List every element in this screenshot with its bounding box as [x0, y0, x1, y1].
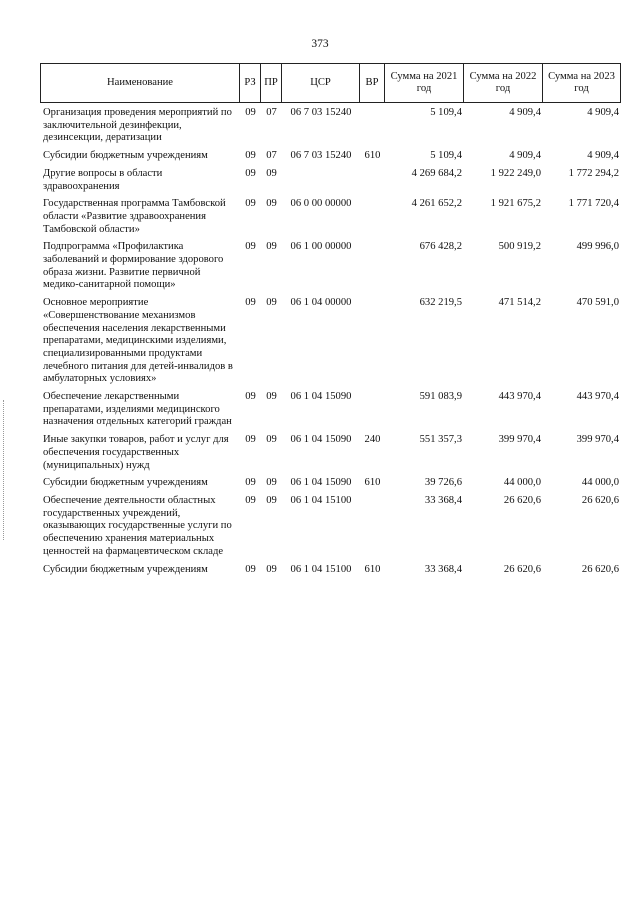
row-vr: 610 [364, 477, 381, 489]
row-name: Основное мероприятие «Совершенствование механизмов обеспечения населения лекарственными препаратами, медицинскими изделиями, специализированными продуктами лечебного питания для детей-инвалидов в амбулаторных условиях» [43, 297, 233, 385]
row-name: Организация проведения мероприятий по заключительной дезинфекции, дезинсекции, дератизации [43, 107, 232, 144]
row-sum-2022: 443 970,4 [498, 391, 541, 403]
row-sum-2021: 33 368,4 [424, 494, 462, 506]
row-name: Субсидии бюджетным учреждениям [43, 477, 208, 489]
table-row [40, 150, 621, 163]
table-row [40, 495, 621, 559]
row-pr: 09 [266, 563, 277, 575]
row-sum-2021: 676 428,2 [419, 241, 462, 253]
row-sum-2023: 26 620,6 [581, 563, 619, 575]
row-csr: 06 0 00 00000 [290, 198, 352, 210]
row-sum-2021: 5 109,4 [430, 107, 462, 118]
row-rz: 09 [245, 391, 256, 403]
row-vr [360, 168, 385, 193]
header-name: Наименование [40, 63, 240, 103]
row-sum-2022: 1 922 249,0 [490, 167, 541, 179]
row-vr [360, 297, 385, 386]
row-sum-2022: 471 514,2 [498, 297, 541, 309]
row-pr: 09 [266, 494, 277, 506]
row-sum-2022: 399 970,4 [498, 434, 541, 446]
row-rz: 09 [245, 198, 256, 210]
row-name: Государственная программа Тамбовской области «Развитие здравоохранения Тамбовской области» [43, 198, 226, 235]
row-sum-2021: 4 269 684,2 [411, 167, 462, 179]
table-row [40, 241, 621, 292]
row-name: Субсидии бюджетным учреждениям [43, 563, 208, 575]
table-row [40, 198, 621, 236]
row-sum-2021: 632 219,5 [419, 297, 462, 309]
header-vr: ВР [360, 63, 385, 103]
row-vr [360, 495, 385, 559]
row-csr: 06 1 04 15100 [290, 494, 352, 506]
row-csr: 06 1 04 00000 [290, 297, 352, 309]
row-name: Иные закупки товаров, работ и услуг для обеспечения государственных (муниципальных) нужд [43, 434, 229, 471]
row-sum-2023: 499 996,0 [576, 241, 619, 253]
row-sum-2022: 1 921 675,2 [490, 198, 541, 210]
row-csr [282, 168, 360, 193]
row-pr: 09 [266, 167, 277, 179]
row-pr: 09 [266, 241, 277, 253]
row-name: Субсидии бюджетным учреждениям [43, 150, 208, 162]
row-rz: 09 [245, 150, 256, 162]
row-sum-2022: 4 909,4 [509, 150, 541, 162]
page-number: 373 [311, 38, 329, 50]
table-row [40, 107, 621, 145]
row-rz: 09 [245, 241, 256, 253]
table-body [40, 107, 621, 576]
row-vr: 610 [364, 150, 381, 162]
row-rz: 09 [245, 563, 256, 575]
row-name: Обеспечение деятельности областных государственных учреждений, оказывающих государственные услуги по обеспечению хранения материальных ценностей на фармацевтическом складе [43, 494, 232, 557]
row-sum-2023: 44 000,0 [581, 477, 619, 489]
header-pr: ПР [261, 63, 282, 103]
budget-table [40, 63, 621, 581]
row-sum-2021: 591 083,9 [419, 391, 462, 403]
row-pr: 07 [266, 107, 277, 118]
row-vr: 240 [364, 434, 381, 446]
row-csr: 06 1 04 15100 [290, 563, 352, 575]
row-vr [360, 107, 385, 145]
row-rz: 09 [245, 107, 256, 118]
row-name: Обеспечение лекарственными препаратами, изделиями медицинского назначения отдельных категорий граждан [43, 391, 232, 428]
table-row [40, 297, 621, 386]
table-row [40, 477, 621, 490]
row-sum-2023: 4 909,4 [587, 150, 619, 162]
row-rz: 09 [245, 494, 256, 506]
row-sum-2022: 26 620,6 [503, 494, 541, 506]
row-pr: 09 [266, 434, 277, 446]
row-vr [360, 241, 385, 292]
row-rz: 09 [245, 167, 256, 179]
row-csr: 06 1 00 00000 [290, 241, 352, 253]
row-name: Подпрограмма «Профилактика заболеваний и формирование здорового образа жизни. Развитие первичной медико-санитарной помощи» [43, 241, 224, 291]
row-sum-2023: 399 970,4 [576, 434, 619, 446]
table-row [40, 391, 621, 429]
row-sum-2022: 4 909,4 [509, 107, 541, 118]
row-sum-2021: 33 368,4 [424, 563, 462, 575]
row-sum-2021: 39 726,6 [424, 477, 462, 489]
row-csr: 06 7 03 15240 [290, 150, 352, 162]
table-header [40, 63, 621, 103]
table-row [40, 168, 621, 193]
row-sum-2021: 551 357,3 [419, 434, 462, 446]
row-pr: 09 [266, 391, 277, 403]
row-sum-2023: 26 620,6 [581, 494, 619, 506]
row-sum-2023: 443 970,4 [576, 391, 619, 403]
header-csr: ЦСР [282, 63, 360, 103]
row-name: Другие вопросы в области здравоохранения [43, 167, 163, 192]
row-sum-2023: 1 772 294,2 [568, 167, 619, 179]
header-sum-2021: Сумма на 2021 год [385, 63, 464, 103]
row-sum-2023: 1 771 720,4 [568, 198, 619, 210]
row-sum-2022: 44 000,0 [503, 477, 541, 489]
row-csr: 06 7 03 15240 [290, 107, 352, 118]
row-pr: 07 [266, 150, 277, 162]
row-pr: 09 [266, 477, 277, 489]
row-pr: 09 [266, 198, 277, 210]
row-vr: 610 [364, 563, 381, 575]
scan-margin-marks [3, 400, 6, 540]
row-csr: 06 1 04 15090 [290, 391, 352, 403]
row-csr: 06 1 04 15090 [290, 477, 352, 489]
row-sum-2022: 26 620,6 [503, 563, 541, 575]
header-sum-2023: Сумма на 2023 год [543, 63, 621, 103]
row-sum-2023: 470 591,0 [576, 297, 619, 309]
row-vr [360, 198, 385, 236]
row-csr: 06 1 04 15090 [290, 434, 352, 446]
row-sum-2023: 4 909,4 [587, 107, 619, 118]
row-rz: 09 [245, 297, 256, 309]
row-sum-2022: 500 919,2 [498, 241, 541, 253]
row-vr [360, 391, 385, 429]
row-rz: 09 [245, 434, 256, 446]
header-sum-2022: Сумма на 2022 год [464, 63, 543, 103]
row-rz: 09 [245, 477, 256, 489]
row-sum-2021: 4 261 652,2 [411, 198, 462, 210]
row-sum-2021: 5 109,4 [430, 150, 462, 162]
table-row [40, 434, 621, 472]
header-rz: РЗ [240, 63, 261, 103]
row-pr: 09 [266, 297, 277, 309]
table-row [40, 564, 621, 577]
